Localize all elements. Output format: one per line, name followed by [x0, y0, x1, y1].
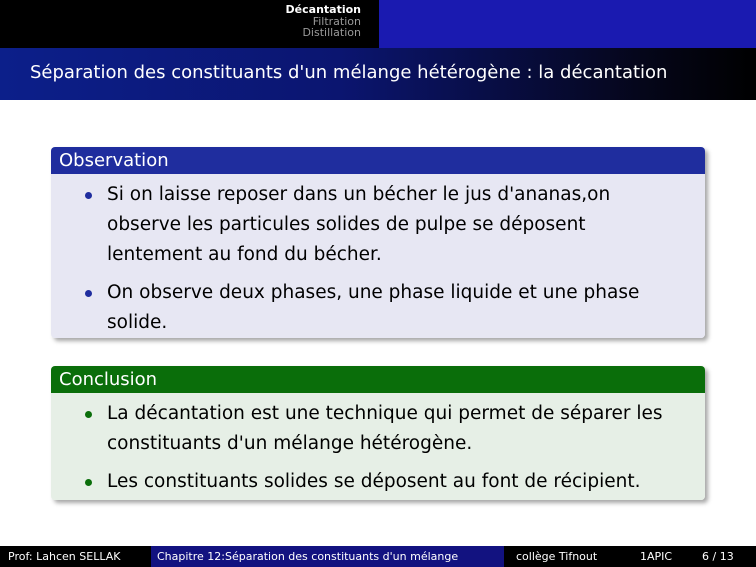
observation-list: [83, 180, 685, 338]
list-item: [83, 180, 685, 270]
bullet-icon: [85, 290, 92, 297]
list-item-text: Si on laisse reposer dans un bécher le jus d'ananas,on observe les particules solides de pulpe se déposent lentement au fond du bécher.: [107, 184, 611, 265]
conclusion-block-body: [51, 393, 705, 500]
footer-page-number: 6 / 13: [686, 546, 756, 567]
footer-institute: collège Tifnout: [504, 546, 626, 567]
observation-block: [51, 147, 705, 338]
list-item-text: On observe deux phases, une phase liquide et une phase solide.: [107, 282, 640, 333]
header-navigation-bar: [0, 0, 756, 48]
observation-block-title: Observation: [51, 147, 705, 174]
bullet-icon: [85, 479, 92, 486]
list-item-text: La décantation est une technique qui permet de séparer les constituants d'un mélange hétérogène.: [107, 403, 663, 454]
frame-title: Séparation des constituants d'un mélange hétérogène : la décantation: [30, 62, 668, 83]
conclusion-block: [51, 366, 705, 500]
list-item: [83, 467, 685, 497]
nav-section-distillation[interactable]: Distillation: [302, 26, 361, 39]
footer-author: Prof: Lahcen SELLAK: [0, 546, 151, 567]
section-navigation: [280, 0, 379, 48]
footer-title: Chapitre 12:Séparation des constituants d'un mélange: [151, 546, 504, 567]
bullet-icon: [85, 411, 92, 418]
footer-bar: [0, 546, 756, 567]
list-item-text: Les constituants solides se déposent au font de récipient.: [107, 471, 641, 492]
nav-section-filtration[interactable]: Filtration: [312, 14, 361, 28]
frame-title-bar: [0, 48, 756, 100]
conclusion-list: [83, 399, 685, 497]
nav-subsection-area: [379, 0, 756, 48]
list-item: [83, 278, 685, 338]
observation-block-body: [51, 174, 705, 338]
bullet-icon: [85, 192, 92, 199]
footer-class: 1APIC: [626, 546, 686, 567]
list-item: [83, 399, 685, 459]
nav-section-decantation[interactable]: Décantation: [285, 3, 361, 16]
conclusion-block-title: Conclusion: [51, 366, 705, 393]
